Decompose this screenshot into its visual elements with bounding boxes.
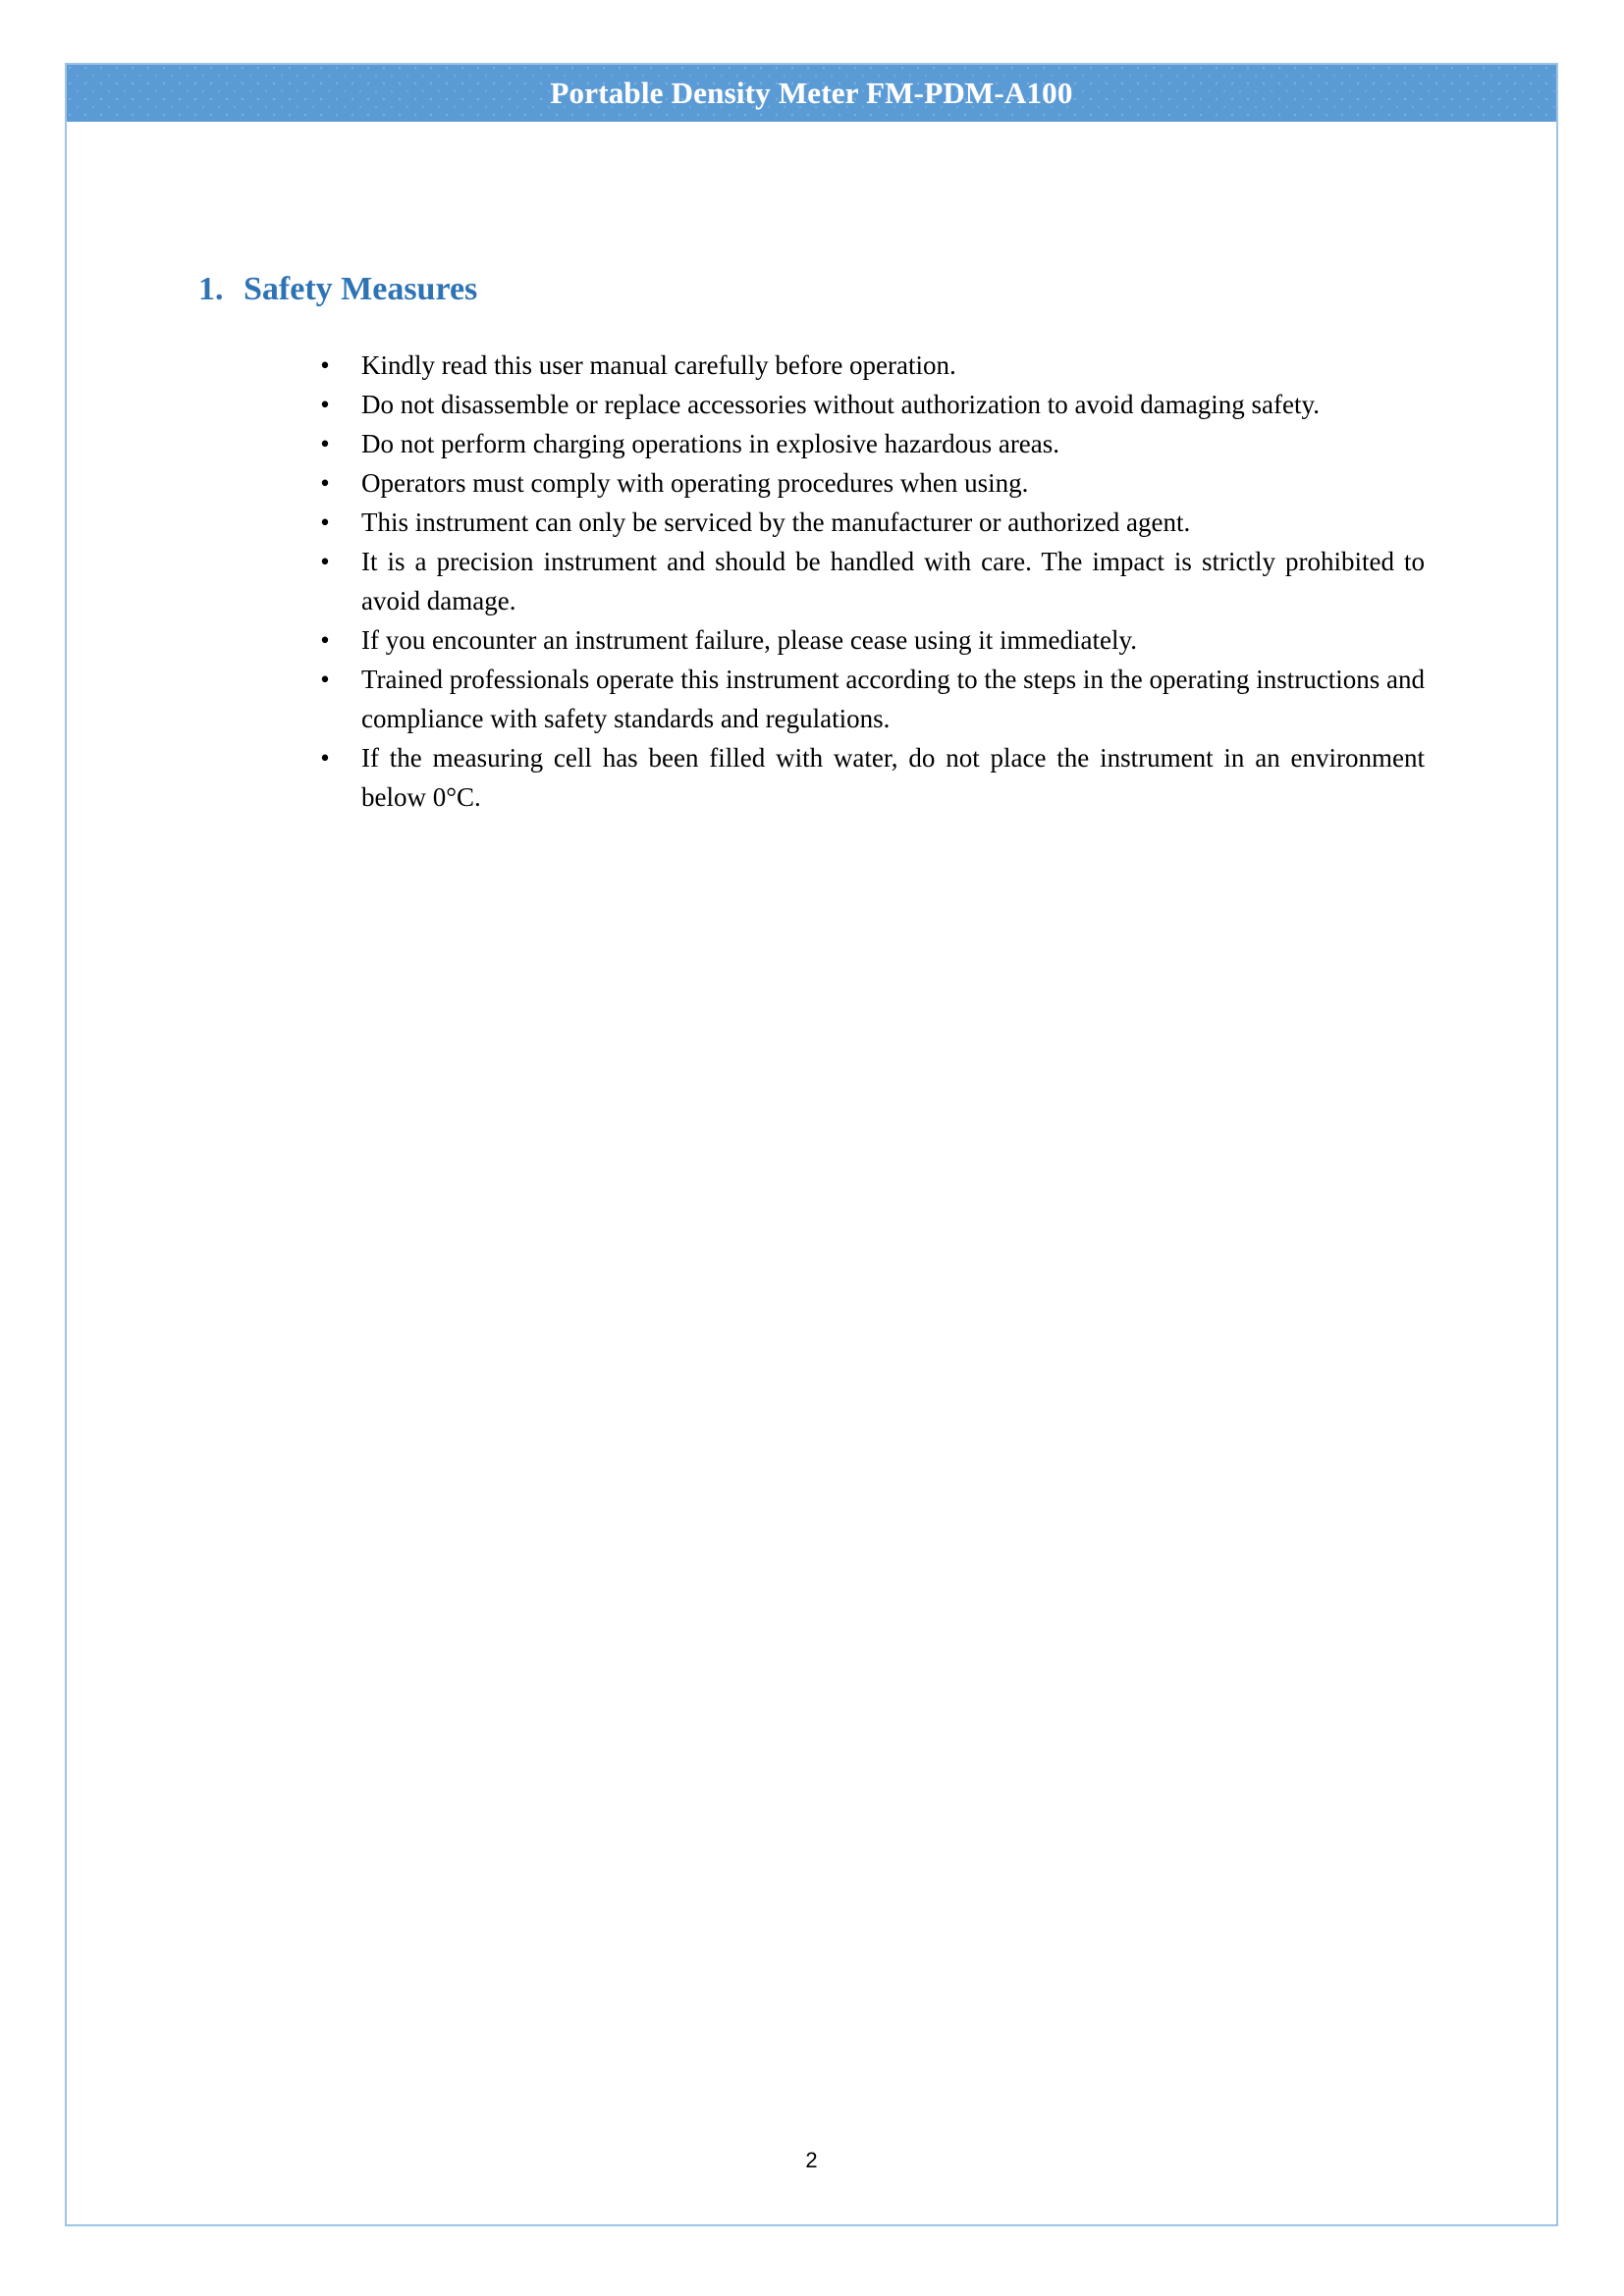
list-item-row — [298, 738, 1425, 817]
list-item-row — [298, 424, 1425, 463]
bullet-icon: • — [320, 429, 330, 458]
safety-measures-list — [67, 346, 1556, 817]
bullet-icon: • — [320, 390, 330, 419]
document-header-title: Portable Density Meter FM-PDM-A100 — [550, 76, 1073, 110]
bullet-icon: • — [320, 468, 330, 498]
bullet-icon: • — [320, 625, 330, 655]
list-item-text: If you encounter an instrument failure, please cease using it immediately. — [361, 625, 1137, 655]
section-number: 1. — [198, 271, 224, 307]
page-number: 2 — [805, 2148, 818, 2172]
bullet-icon: • — [320, 547, 330, 576]
list-item-text: Do not disassemble or replace accessories without authorization to avoid damaging safety. — [361, 390, 1320, 419]
section-title: Safety Measures — [244, 271, 478, 307]
list-item-text: It is a precision instrument and should be handled with care. The impact is strictly prohibited to avoid damage. — [361, 547, 1425, 615]
list-item-row — [298, 620, 1425, 660]
list-item-row — [298, 385, 1425, 424]
document-page — [65, 63, 1558, 2226]
list-item — [67, 542, 1556, 620]
document-body — [67, 122, 1556, 2224]
list-item — [67, 385, 1556, 424]
list-item-text: Operators must comply with operating procedures when using. — [361, 468, 1029, 498]
bullet-icon: • — [320, 507, 330, 537]
list-item — [67, 620, 1556, 660]
list-item-text: Do not perform charging operations in explosive hazardous areas. — [361, 429, 1060, 458]
list-item-row — [298, 660, 1425, 738]
list-item-text: If the measuring cell has been filled with water, do not place the instrument in an environment below 0°C. — [361, 743, 1425, 812]
list-item-text: Kindly read this user manual carefully before operation. — [361, 350, 956, 380]
list-item-row — [298, 463, 1425, 503]
list-item-row — [298, 346, 1425, 385]
list-item — [67, 738, 1556, 817]
section-heading — [198, 271, 477, 308]
list-item — [67, 424, 1556, 463]
bullet-icon: • — [320, 743, 330, 773]
document-header-band — [67, 65, 1556, 122]
list-item-row — [298, 503, 1425, 542]
bullet-icon: • — [320, 665, 330, 694]
list-item-text: Trained professionals operate this instrument according to the steps in the operating instructions and compliance with safety standards and regulations. — [361, 665, 1425, 733]
list-item — [67, 346, 1556, 385]
list-item — [67, 503, 1556, 542]
list-item — [67, 463, 1556, 503]
bullet-icon: • — [320, 350, 330, 380]
list-item-text: This instrument can only be serviced by the manufacturer or authorized agent. — [361, 507, 1191, 537]
list-item-row — [298, 542, 1425, 620]
list-item — [67, 660, 1556, 738]
